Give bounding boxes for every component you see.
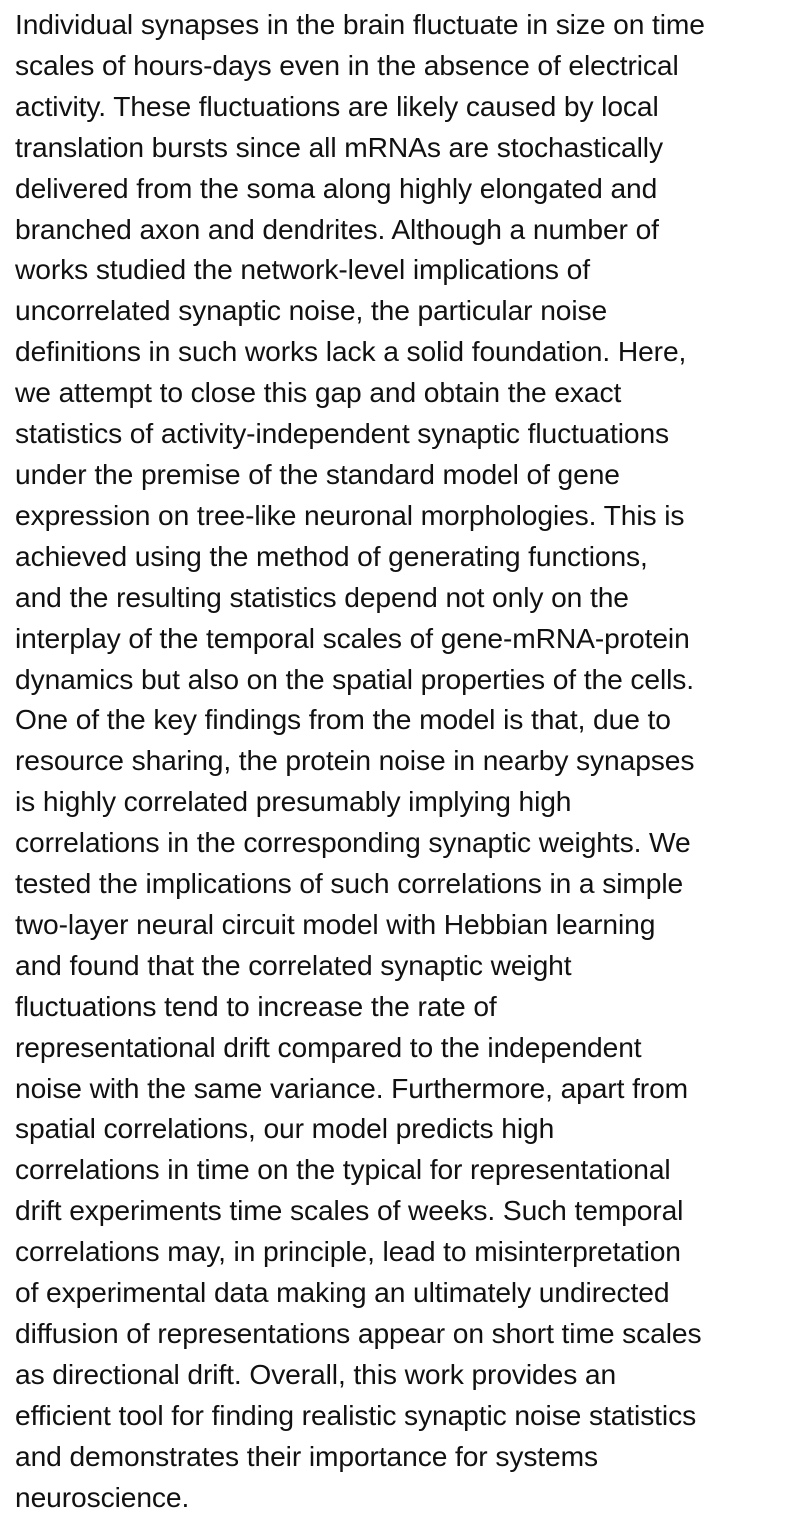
text-line: we attempt to close this gap and obtain the exact: [15, 376, 622, 409]
text-line: delivered from the soma along highly elongated and: [15, 171, 658, 204]
text-line: definitions in such works lack a solid foundation. Here,: [15, 335, 687, 368]
text-line: statistics of activity-independent synaptic fluctuations: [15, 417, 670, 450]
text-line: correlations in the corresponding synaptic weights. We: [15, 826, 691, 859]
text-line: achieved using the method of generating functions,: [15, 539, 648, 572]
text-line: of experimental data making an ultimately undirected: [15, 1276, 670, 1309]
text-line: neuroscience.: [15, 1480, 190, 1513]
text-line: representational drift compared to the independent: [15, 1030, 642, 1063]
text-line: and the resulting statistics depend not only on the: [15, 580, 629, 613]
text-line: branched axon and dendrites. Although a number of: [15, 212, 659, 245]
text-line: spatial correlations, our model predicts high: [15, 1112, 555, 1145]
text-line: scales of hours-days even in the absence of electrical: [15, 48, 679, 81]
text-line: dynamics but also on the spatial properties of the cells.: [15, 662, 695, 695]
text-line: is highly correlated presumably implying high: [15, 785, 572, 818]
text-line: correlations in time on the typical for representational: [15, 1153, 671, 1186]
text-line: works studied the network-level implications of: [15, 253, 590, 286]
abstract-paragraph: [15, 4, 810, 1518]
text-line: as directional drift. Overall, this work provides an: [15, 1357, 617, 1390]
text-line: drift experiments time scales of weeks. Such temporal: [15, 1194, 684, 1227]
text-line: Individual synapses in the brain fluctuate in size on time: [15, 8, 705, 40]
text-line: diffusion of representations appear on short time scales: [15, 1317, 702, 1349]
text-line: and demonstrates their importance for systems: [15, 1439, 598, 1472]
text-line: translation bursts since all mRNAs are stochastically: [15, 130, 663, 163]
text-line: activity. These fluctuations are likely caused by local: [15, 89, 659, 122]
text-line: One of the key findings from the model is that, due to: [15, 703, 671, 736]
text-line: noise with the same variance. Furthermore, apart from: [15, 1071, 689, 1104]
text-line: expression on tree-like neuronal morphologies. This is: [15, 498, 685, 531]
text-line: uncorrelated synaptic noise, the particular noise: [15, 294, 608, 327]
text-line: two-layer neural circuit model with Hebbian learning: [15, 907, 656, 940]
text-line: tested the implications of such correlations in a simple: [15, 867, 684, 900]
text-line: interplay of the temporal scales of gene-mRNA-protein: [15, 621, 690, 654]
text-line: fluctuations tend to increase the rate of: [15, 989, 497, 1022]
text-line: under the premise of the standard model of gene: [15, 457, 620, 490]
text-line: and found that the correlated synaptic weight: [15, 948, 572, 981]
text-line: correlations may, in principle, lead to misinterpretation: [15, 1235, 681, 1268]
text-line: resource sharing, the protein noise in nearby synapses: [15, 744, 695, 777]
text-line: efficient tool for finding realistic synaptic noise statistics: [15, 1398, 697, 1431]
